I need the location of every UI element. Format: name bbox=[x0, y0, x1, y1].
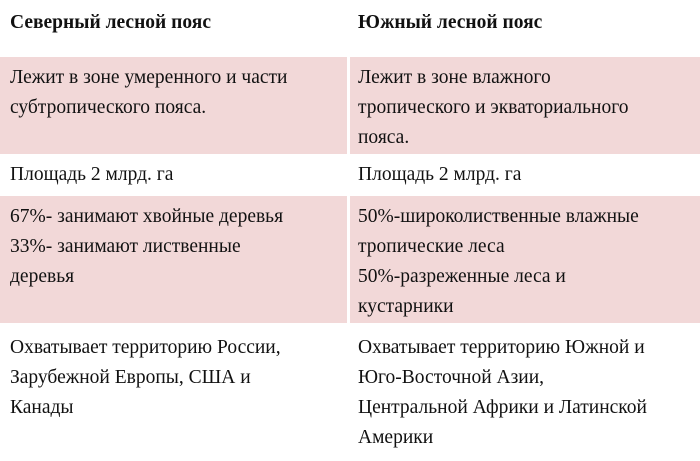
cell-south-location: Лежит в зоне влажного тропического и экваториального пояса. bbox=[347, 57, 700, 154]
cell-south-area: Площадь 2 млрд. га bbox=[347, 157, 700, 193]
cell-south-territory: Охватывает территорию Южной и Юго-Восточной Азии, Центральной Африки и Латинской Америки bbox=[347, 326, 700, 461]
table-header-row bbox=[0, 0, 700, 54]
cell-north-location: Лежит в зоне умеренного и части субтропического пояса. bbox=[10, 67, 288, 118]
table-row bbox=[0, 196, 700, 323]
table-row bbox=[0, 57, 700, 154]
header-southern-belt: Южный лесной пояс bbox=[347, 0, 700, 51]
cell-north-area: Площадь 2 млрд. га bbox=[10, 164, 174, 185]
cell-south-composition: 50%-широколиственные влажные тропические леса 50%-разреженные леса и кустарники bbox=[347, 196, 700, 323]
cell-north-composition: 67%- занимают хвойные деревья 33%- занимают лиственные деревья bbox=[10, 206, 284, 287]
table-row bbox=[0, 326, 700, 461]
cell-north-territory: Охватывает территорию России, Зарубежной Европы, США и Канады bbox=[10, 337, 281, 418]
table-row bbox=[0, 157, 700, 193]
header-northern-belt: Северный лесной пояс bbox=[10, 12, 211, 33]
